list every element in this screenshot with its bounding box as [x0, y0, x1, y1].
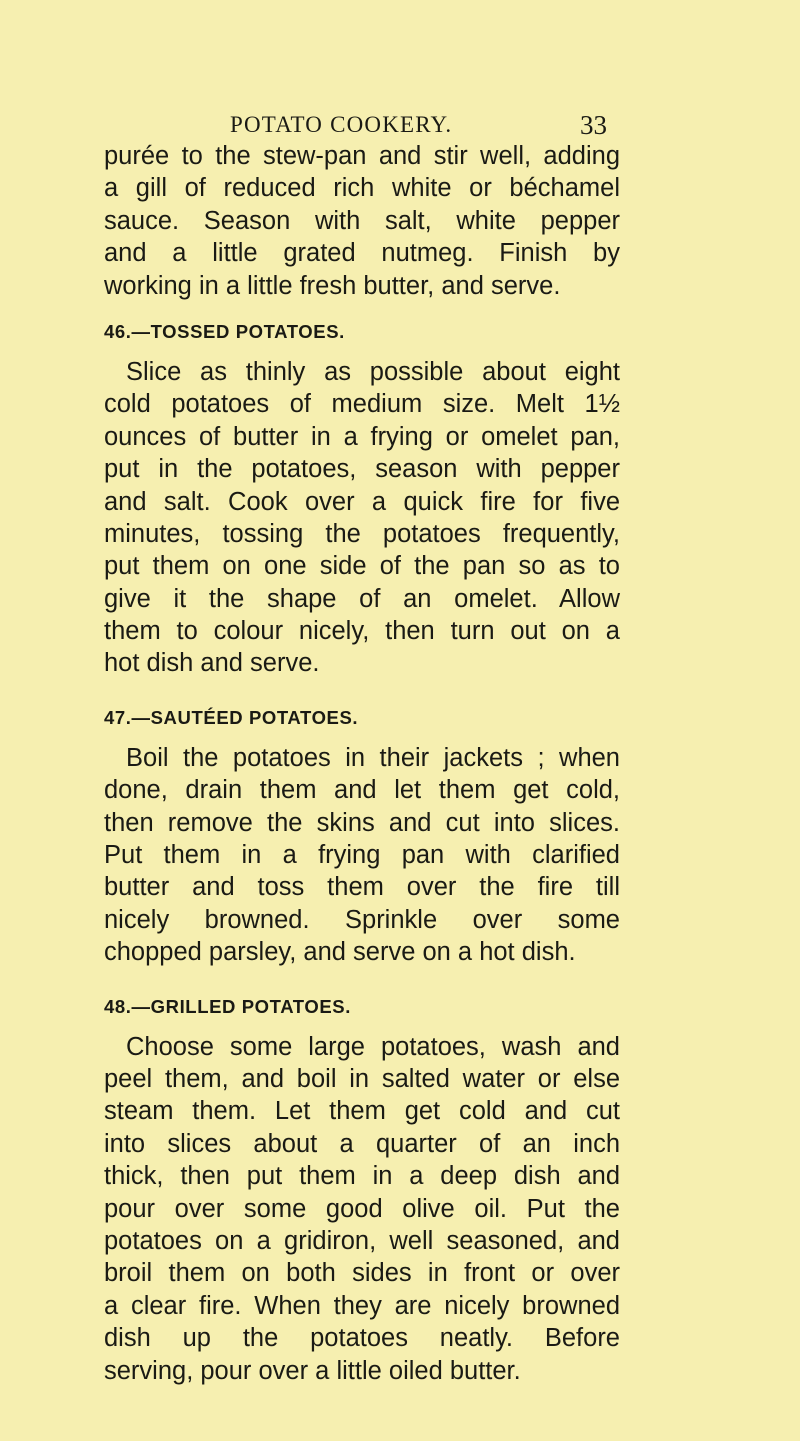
section-paragraph-46	[104, 356, 620, 680]
section-paragraph-48	[104, 1031, 620, 1387]
text-line: Slice as thinly as possible about eight	[126, 357, 620, 386]
text-line: nicely browned. Sprinkle over some	[104, 905, 620, 934]
page-number: 33	[580, 110, 607, 140]
text-line: sauce. Season with salt, white pepper	[104, 206, 620, 235]
text-line: serving, pour over a little oiled butter.	[104, 1356, 521, 1385]
text-line: chopped parsley, and serve on a hot dish.	[104, 938, 576, 967]
text-line: purée to the stew-pan and stir well, adding	[104, 142, 620, 170]
text-line: into slices about a quarter of an inch	[104, 1129, 620, 1158]
running-title: POTATO COOKERY.	[230, 112, 453, 137]
section-heading-47: 47.—SAUTÉED POTATOES.	[104, 706, 359, 728]
text-line: hot dish and serve.	[104, 649, 320, 678]
text-line: and salt. Cook over a quick fire for five	[104, 487, 620, 516]
text-line: cold potatoes of medium size. Melt 1½	[104, 390, 620, 419]
body-text	[104, 140, 620, 1387]
text-line: a gill of reduced rich white or béchamel	[104, 174, 620, 203]
text-line: put in the potatoes, season with pepper	[104, 455, 620, 484]
text-line: done, drain them and let them get cold,	[104, 776, 620, 805]
text-line: Put them in a frying pan with clarified	[104, 841, 620, 870]
text-line: potatoes on a gridiron, well seasoned, and	[104, 1226, 620, 1255]
text-line: working in a little fresh butter, and serve.	[104, 271, 561, 300]
continuation-paragraph	[104, 140, 620, 302]
text-line: dish up the potatoes neatly. Before	[104, 1324, 620, 1353]
text-line: Boil the potatoes in their jackets ; when	[126, 743, 620, 772]
section-heading-46: 46.—TOSSED POTATOES.	[104, 320, 345, 342]
text-line: broil them on both sides in front or over	[104, 1259, 620, 1288]
section-paragraph-47	[104, 742, 620, 969]
text-line: a clear fire. When they are nicely browned	[104, 1291, 620, 1320]
text-line: steam them. Let them get cold and cut	[104, 1097, 620, 1126]
text-line: peel them, and boil in salted water or else	[104, 1064, 620, 1093]
text-line: thick, then put them in a deep dish and	[104, 1162, 620, 1191]
text-line: butter and toss them over the fire till	[104, 873, 620, 902]
text-line: and a little grated nutmeg. Finish by	[104, 239, 620, 268]
text-line: pour over some good olive oil. Put the	[104, 1194, 620, 1223]
section-heading-48: 48.—GRILLED POTATOES.	[104, 995, 351, 1017]
text-line: then remove the skins and cut into slices.	[104, 808, 620, 837]
running-head	[0, 110, 800, 140]
text-line: them to colour nicely, then turn out on a	[104, 617, 620, 646]
text-line: minutes, tossing the potatoes frequently,	[104, 519, 620, 548]
text-line: give it the shape of an omelet. Allow	[104, 584, 620, 613]
text-line: ounces of butter in a frying or omelet pan,	[104, 422, 620, 451]
text-line: put them on one side of the pan so as to	[104, 552, 620, 581]
text-line: Choose some large potatoes, wash and	[126, 1032, 620, 1061]
